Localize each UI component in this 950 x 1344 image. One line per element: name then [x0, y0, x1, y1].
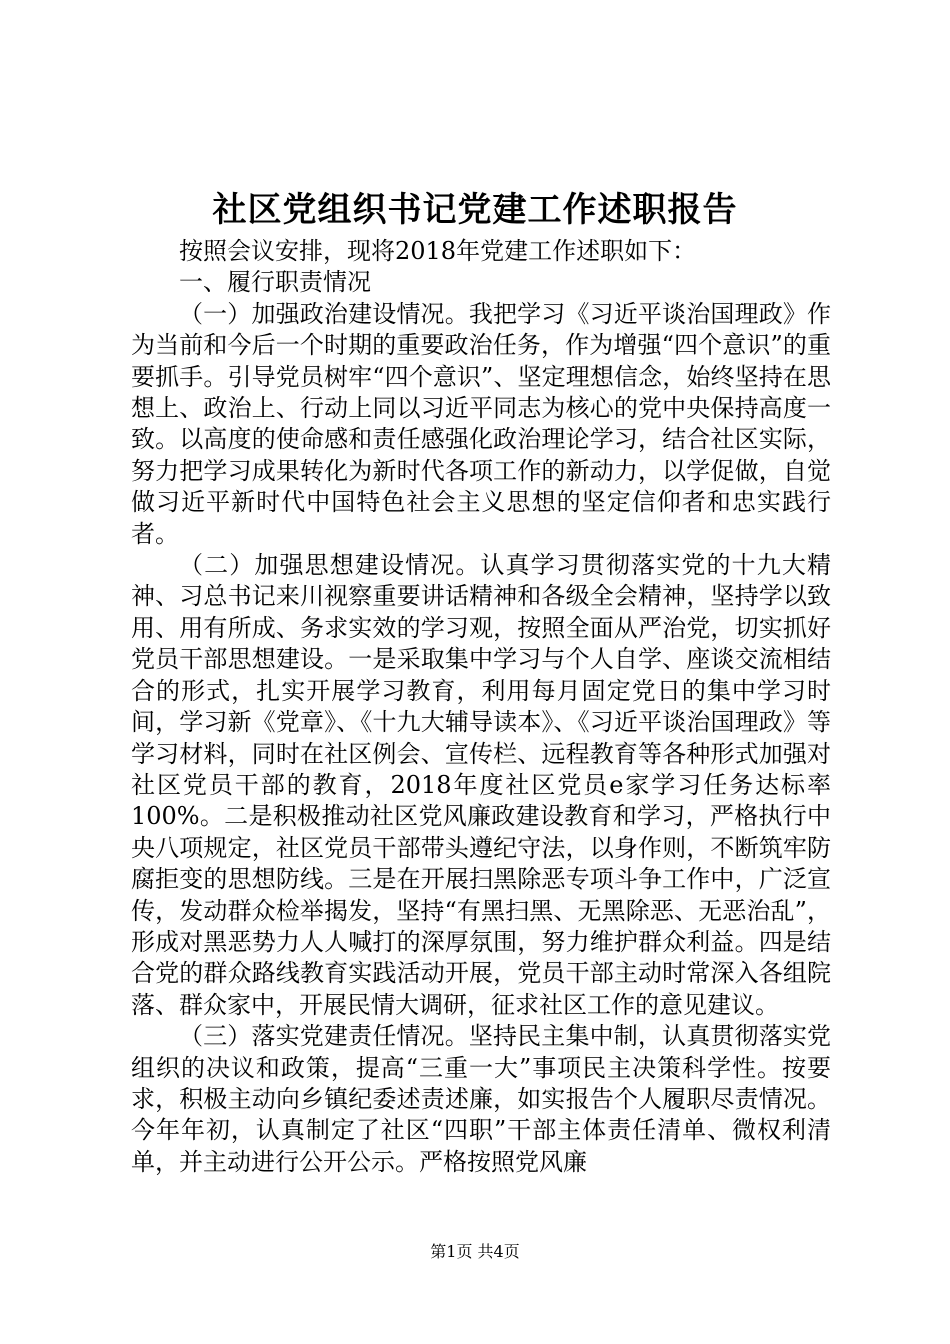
document-body [131, 236, 831, 1178]
intro-paragraph: 按照会议安排，现将2018年党建工作述职如下： [179, 237, 697, 265]
paragraph-political: （一）加强政治建设情况。我把学习《习近平谈治国理政》作为当前和今后一个时期的重要政治任务，作为增强“四个意识”的重要抓手。引导党员树牢“四个意识”、坚定理想信念，始终坚持在思想上、政治上、行动上同以习近平同志为核心的党中央保持高度一致。以高度的使命感和责任感强化政治理论学习，结合社区实际，努力把学习成果转化为新时代各项工作的新动力，以学促做，自觉做习近平新时代中国特色社会主义思想的坚定信仰者和忠实践行者。 [131, 299, 831, 548]
page-number-footer: 第1页 共4页 [430, 1242, 520, 1261]
document-title: 社区党组织书记党建工作述职报告 [212, 190, 738, 230]
section-heading: 一、履行职责情况 [179, 268, 371, 297]
paragraph-ideological: （二）加强思想建设情况。认真学习贯彻落实党的十九大精神、习总书记来川视察重要讲话精神和各级全会精神，坚持学以致用、用有所成、务求实效的学习观，按照全面从严治党，切实抓好党员干部思想建设。一是采取集中学习与个人自学、座谈交流相结合的形式，扎实开展学习教育，利用每月固定党日的集中学习时间，学习新《党章》、《十九大辅导读本》、《习近平谈治国理政》等学习材料，同时在社区例会、宣传栏、远程教育等各种形式加强对社区党员干部的教育，2018年度社区党员e家学习任务达标率100%。二是积极推动社区党风廉政建设教育和学习，严格执行中央八项规定，社区党员干部带头遵纪守法，以身作则，不断筑牢防腐拒变的思想防线。三是在开展扫黑除恶专项斗争工作中，广泛宣传，发动群众检举揭发，坚持“有黑扫黑、无黑除恶、无恶治乱”，形成对黑恶势力人人喊打的深厚氛围，努力维护群众利益。四是结合党的群众路线教育实践活动开展，党员干部主动时常深入各组院落、群众家中，开展民情大调研，征求社区工作的意见建议。 [131, 551, 831, 1019]
paragraph-responsibility: （三）落实党建责任情况。坚持民主集中制，认真贯彻落实党组织的决议和政策，提高“三重一大”事项民主决策科学性。按要求，积极主动向乡镇纪委述责述廉，如实报告个人履职尽责情况。今年年初，认真制定了社区“四职”干部主体责任清单、微权利清单，并主动进行公开公示。严格按照党风廉 [131, 1022, 831, 1176]
